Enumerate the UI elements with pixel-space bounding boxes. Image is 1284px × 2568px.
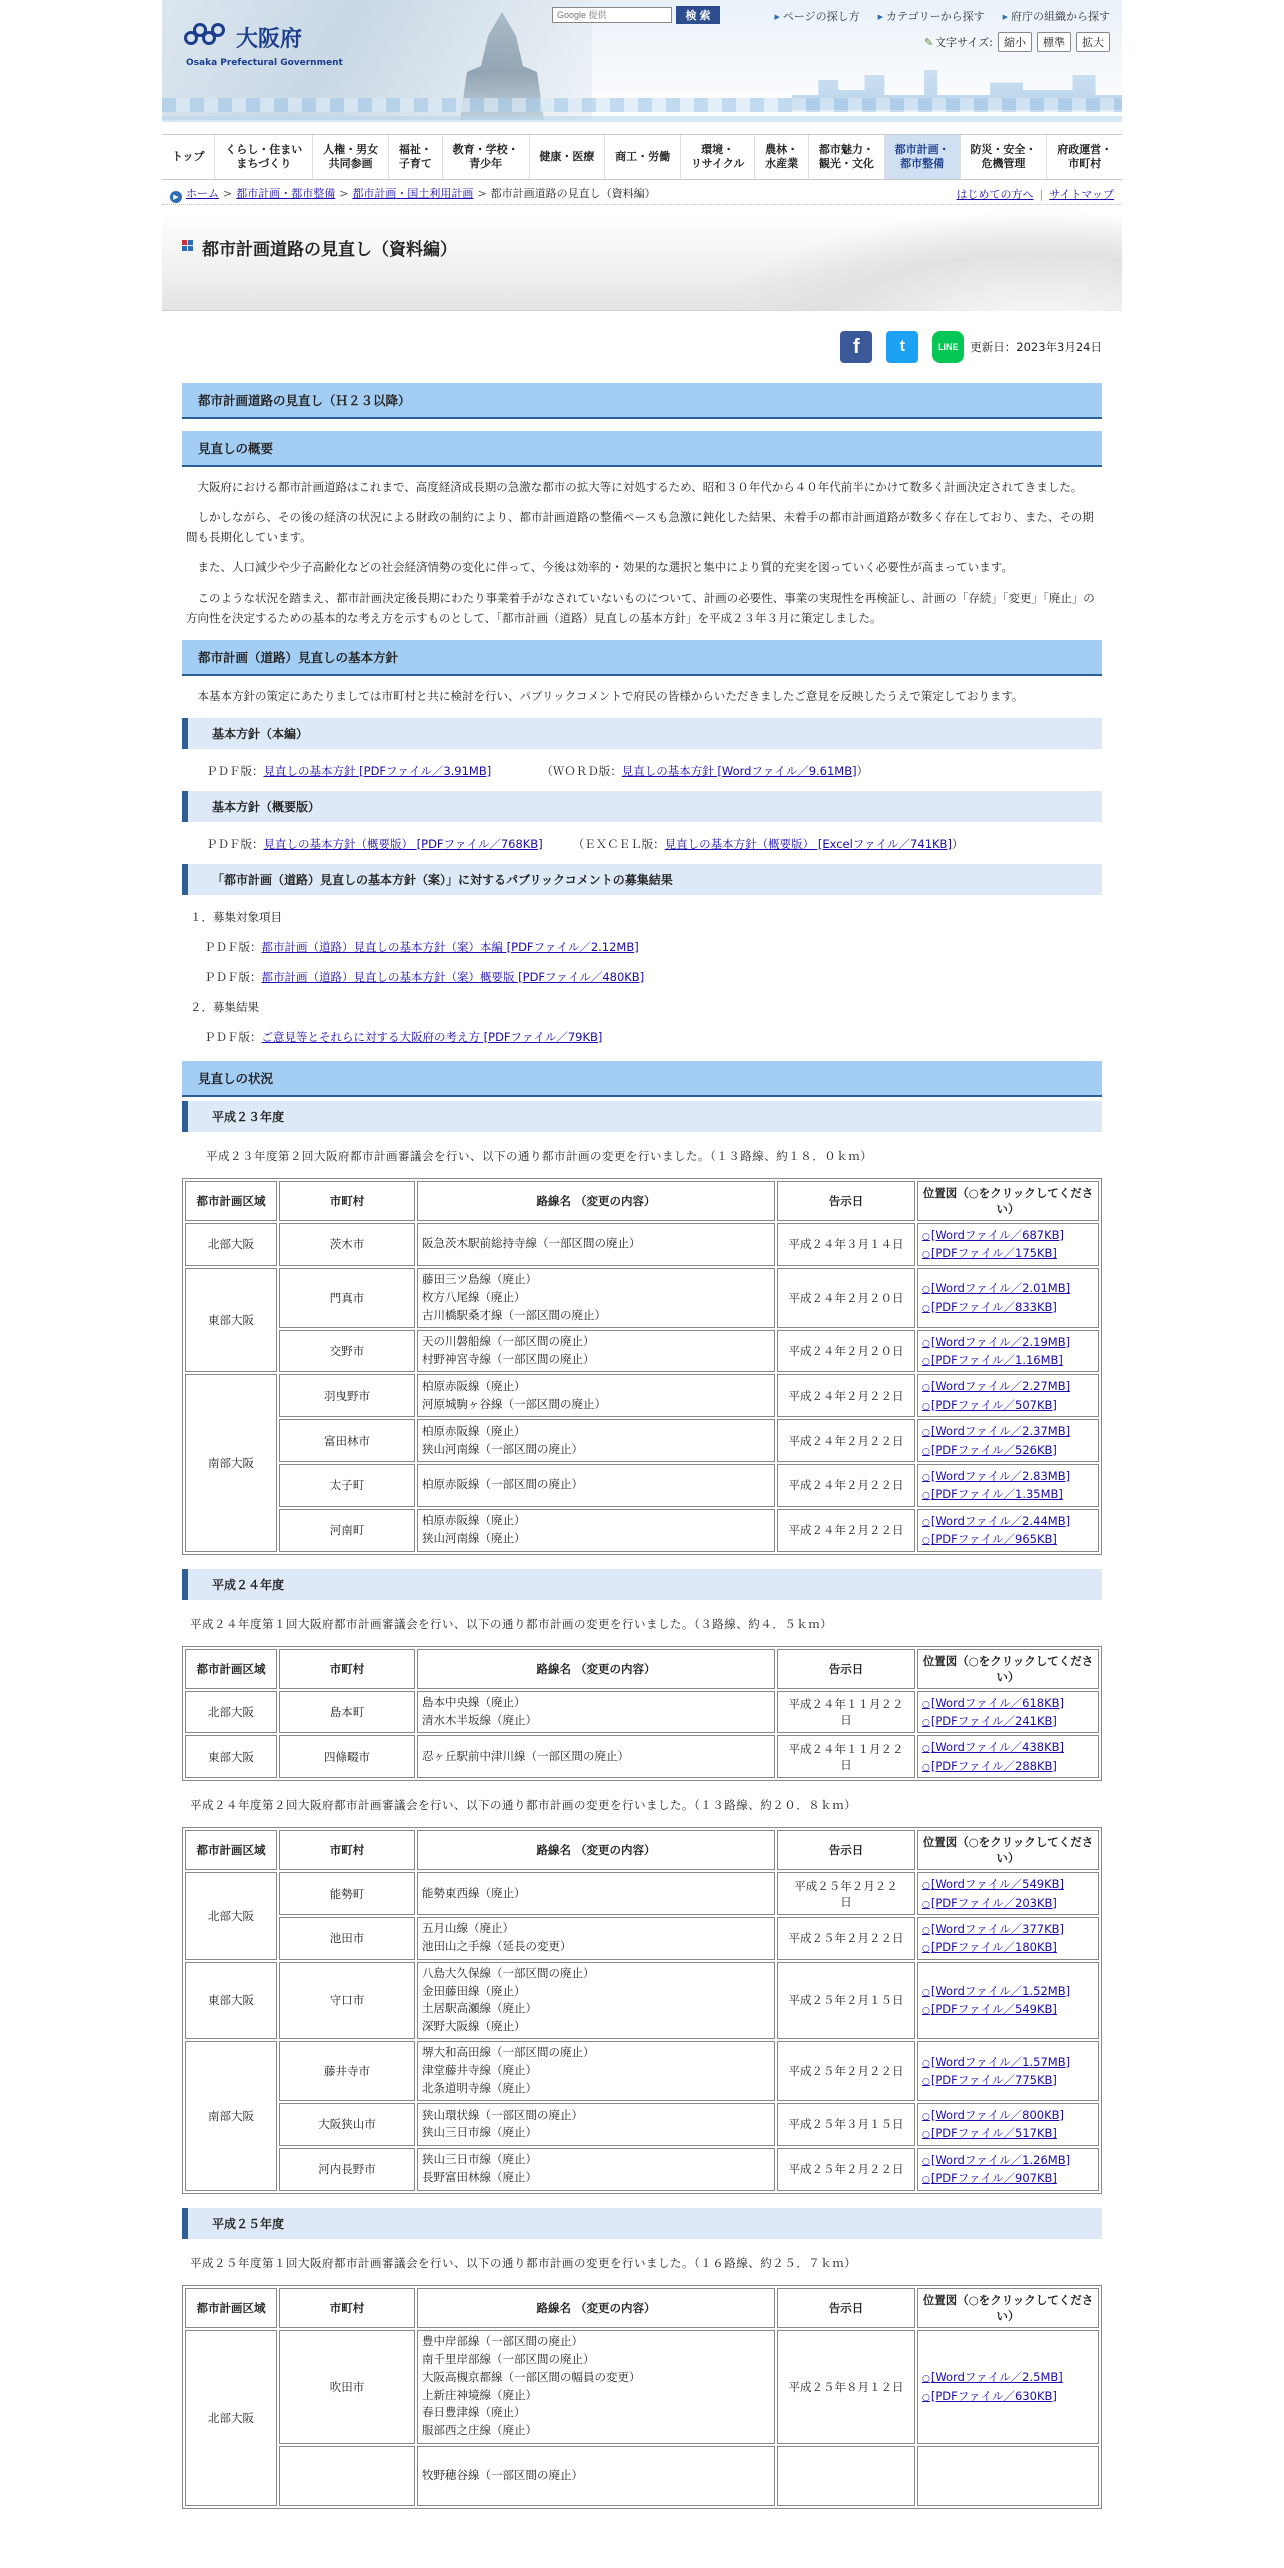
map-word-link[interactable]: ○ [Wordファイル／1.52MB]: [922, 1984, 1070, 1998]
map-pdf-link[interactable]: ○ [PDFファイル／1.35MB]: [922, 1487, 1063, 1501]
map-links-cell: [917, 1509, 1099, 1552]
route-cell: 柏原赤阪線（廃止） 狭山河南線（廃止）: [417, 1509, 775, 1552]
route-cell: 忍ヶ丘駅前中津川線（一部区間の廃止）: [417, 1735, 775, 1778]
route-cell: 柏原赤阪線（廃止） 河原城駒ヶ谷線（一部区間の廃止）: [417, 1374, 775, 1417]
city-cell: 島本町: [279, 1691, 415, 1734]
search-box: [552, 6, 720, 24]
col-area: 都市計画区域: [185, 1649, 277, 1689]
map-links-cell: [917, 1917, 1099, 1960]
table-h23: [182, 1178, 1102, 1555]
heading-status: 見直しの状況: [182, 1061, 1102, 1097]
gnav-agriculture[interactable]: 農林・ 水産業: [755, 135, 809, 179]
date-cell: 平成２４年１１月２２ 日: [777, 1691, 915, 1734]
area-cell: 北部大阪: [185, 1691, 277, 1734]
date-cell: 平成２４年２月２０日: [777, 1330, 915, 1373]
gnav-commerce[interactable]: 商工・労働: [605, 135, 681, 179]
heading-main: 都市計画道路の見直し（Ｈ２３以降）: [182, 383, 1102, 419]
route-cell: 能勢東西線（廃止）: [417, 1872, 775, 1915]
city-cell: 交野市: [279, 1330, 415, 1373]
heading-summary-doc: 基本方針（概要版）: [182, 791, 1102, 822]
public-pdf-1-link[interactable]: 都市計画（道路）見直しの基本方針（案）本編 [PDFファイル／2.12MB]: [261, 939, 639, 954]
route-cell: 狭山三日市線（廃止） 長野富田林線（廃止）: [417, 2148, 775, 2191]
intro-h25: 平成２５年度第１回大阪府都市計画審議会を行い、以下の通り都市計画の変更を行いました。（１６路線、約２５．７ｋｍ）: [190, 2255, 857, 2270]
city-cell: 茨木市: [279, 1223, 415, 1266]
link-by-organization[interactable]: ▶ 府庁の組織から探す: [1003, 8, 1110, 24]
map-pdf-link[interactable]: ○ [PDFファイル／1.16MB]: [922, 1353, 1063, 1367]
city-cell: 藤井寺市: [279, 2041, 415, 2101]
route-cell: 八島大久保線（一部区間の廃止） 金田藤田線（廃止） 土居駅高瀬線（廃止） 深野大阪線（廃止）: [417, 1962, 775, 2039]
city-cell: 吹田市: [279, 2330, 415, 2444]
date-cell: 平成２４年３月１４日: [777, 1223, 915, 1266]
logo-english: Osaka Prefectural Government: [186, 58, 343, 68]
map-word-link[interactable]: ○ [Wordファイル／438KB]: [922, 1740, 1064, 1754]
overview-paragraph-3: また、人口減少や少子高齢化などの社会経済情勢の変化に伴って、今後は効率的・効果的な選択と集中により質的充実を図っていく必要性が高まっています。: [197, 560, 1013, 575]
col-route: 路線名 （変更の内容）: [417, 1649, 775, 1689]
global-nav: [162, 134, 1122, 180]
city-cell: 河内長野市: [279, 2148, 415, 2191]
table-row: [185, 1872, 1099, 1915]
map-links-cell: [917, 1419, 1099, 1462]
public-item-2: ２．募集結果: [190, 999, 259, 1014]
top-links: [774, 8, 1110, 24]
header-wave-decoration-2: [162, 116, 1122, 122]
heading-overview: 見直しの概要: [182, 431, 1102, 467]
gnav-safety[interactable]: 防災・安全・ 危機管理: [961, 135, 1048, 179]
area-cell: 東部大阪: [185, 1962, 277, 2039]
table-row: [185, 2041, 1099, 2101]
font-size-large-button[interactable]: 拡大: [1076, 32, 1110, 52]
map-word-link[interactable]: ○ [Wordファイル／2.01MB]: [922, 1281, 1070, 1295]
route-cell: 天の川磐船線（一部区間の廃止） 村野神宮寺線（一部区間の廃止）: [417, 1330, 775, 1373]
date-cell: 平成２４年２月２２日: [777, 1464, 915, 1507]
close-paren: ）: [856, 763, 869, 778]
date-cell: 平成２４年２月２２日: [777, 1374, 915, 1417]
breadcrumb-home[interactable]: ホーム: [186, 186, 219, 200]
map-links-cell: [917, 1691, 1099, 1734]
main-content: [182, 383, 1102, 2509]
table-row: [185, 1464, 1099, 1507]
area-cell: 北部大阪: [185, 2330, 277, 2506]
col-route: 路線名 （変更の内容）: [417, 2288, 775, 2328]
summary-doc-excel-link[interactable]: 見直しの基本方針（概要版） [Excelファイル／741KB]: [664, 836, 952, 851]
close-paren: ）: [951, 836, 964, 851]
public-pdf-3-link[interactable]: ご意見等とそれらに対する大阪府の考え方 [PDFファイル／79KB]: [261, 1029, 603, 1044]
col-area: 都市計画区域: [185, 1181, 277, 1221]
map-links-cell: [917, 2103, 1099, 2146]
route-cell: 柏原赤阪線（廃止） 狭山河南線（一部区間の廃止）: [417, 1419, 775, 1462]
overview-paragraph-4: このような状況を踏まえ、都市計画決定後長期にわたり事業着手がなされていないものについて、計画の必要性、事業の実現性を再検証し、計画の「存続」「変更」「廃止」の方向性を決定するための基本的な考え方を示すものとして、「都市計画（道路）見直しの基本方針」を平成２３年３月に策定しました。: [186, 590, 1095, 625]
pdf-label: ＰＤＦ版：: [206, 763, 264, 778]
search-input[interactable]: [552, 7, 672, 23]
overview-paragraph-1: 大阪府における都市計画道路はこれまで、高度経済成長期の急激な都市の拡大等に対処するため、昭和３０年代から４０年代前半にかけて数多く計画決定されてきました。: [197, 480, 1083, 494]
share-bar: [162, 331, 1102, 363]
route-cell: 島本中央線（廃止） 清水木半坂線（廃止）: [417, 1691, 775, 1734]
map-pdf-link[interactable]: ○ [PDFファイル／833KB]: [922, 1300, 1057, 1314]
table-row: [185, 2103, 1099, 2146]
map-pdf-link[interactable]: ○ [PDFファイル／526KB]: [922, 1443, 1057, 1457]
route-cell: 五月山線（廃止） 池田山之手線（延長の変更）: [417, 1917, 775, 1960]
pdf-label: ＰＤＦ版：: [204, 1029, 262, 1044]
city-cell: 守口市: [279, 1962, 415, 2039]
area-cell: 北部大阪: [185, 1223, 277, 1266]
map-links-cell: [917, 1872, 1099, 1915]
overview-paragraph-2: しかしながら、その後の経済の状況による財政の制約により、都市計画道路の整備ペースも急激に鈍化した結果、未着手の都市計画道路が数多く存在しており、また、その期間も長期化しています。: [186, 510, 1094, 545]
table-row: [185, 1419, 1099, 1462]
date-cell: 平成２４年２月２２日: [777, 1509, 915, 1552]
table-h24a: [182, 1646, 1102, 1782]
col-route: 路線名 （変更の内容）: [417, 1181, 775, 1221]
map-pdf-link[interactable]: ○ [PDFファイル／180KB]: [922, 1940, 1057, 1954]
table-h24b: [182, 1827, 1102, 2193]
map-links-cell: [917, 1374, 1099, 1417]
site-header: [162, 0, 1122, 130]
public-pdf-2: [204, 969, 1102, 985]
word-label: （ＷＯＲＤ版：: [541, 763, 622, 778]
main-doc-word-link[interactable]: 見直しの基本方針 [Wordファイル／9.61MB]: [621, 763, 857, 778]
table-h25: [182, 2285, 1102, 2509]
route-cell: 狭山環状線（一部区間の廃止） 狭山三日市線（廃止）: [417, 2103, 775, 2146]
policy-paragraph: 本基本方針の策定にあたりましては市町村と共に検討を行い、パブリックコメントで府民の皆様からいただきましたご意見を反映したうえで策定しております。: [197, 688, 1024, 703]
col-route: 路線名 （変更の内容）: [417, 1830, 775, 1870]
table-row: [185, 1917, 1099, 1960]
route-cell: 堺大和高田線（一部区間の廃止） 津堂藤井寺線（廃止） 北条道明寺線（廃止）: [417, 2041, 775, 2101]
date-cell: 平成２５年２月２２日: [777, 1917, 915, 1960]
breadcrumb-current: 都市計画道路の見直し（資料編）: [490, 186, 656, 200]
updated-date: 更新日：2023年3月24日: [970, 340, 1102, 354]
map-pdf-link[interactable]: ○ [PDFファイル／203KB]: [922, 1896, 1057, 1910]
summary-doc-pdf-link[interactable]: 見直しの基本方針（概要版） [PDFファイル／768KB]: [263, 836, 543, 851]
map-pdf-link[interactable]: ○ [PDFファイル／288KB]: [922, 1759, 1057, 1773]
date-cell: 平成２５年８月１２日: [777, 2330, 915, 2444]
col-map: 位置図（○をクリックしてください）: [917, 2288, 1099, 2328]
sitemap-link[interactable]: サイトマップ: [1049, 187, 1114, 201]
map-word-link[interactable]: ○ [Wordファイル／377KB]: [922, 1922, 1064, 1936]
map-links-cell: [917, 2330, 1099, 2444]
map-pdf-link[interactable]: ○ [PDFファイル／549KB]: [922, 2002, 1057, 2016]
area-cell: 北部大阪: [185, 1872, 277, 1960]
gnav-top[interactable]: トップ: [162, 135, 215, 179]
gnav-environment[interactable]: 環境・ リサイクル: [681, 135, 755, 179]
main-doc-pdf-link[interactable]: 見直しの基本方針 [PDFファイル／3.91MB]: [263, 763, 492, 778]
table-header-row: [185, 2288, 1099, 2328]
map-links-cell: [917, 1268, 1099, 1328]
twitter-share-icon[interactable]: t: [886, 331, 918, 363]
city-cell: [279, 2446, 415, 2506]
search-button[interactable]: 検 索: [676, 6, 720, 24]
heading-h23: 平成２３年度: [182, 1101, 1102, 1132]
map-pdf-link[interactable]: ○ [PDFファイル／517KB]: [922, 2126, 1057, 2140]
table-row: [185, 2446, 1099, 2506]
title-area: [162, 211, 1122, 311]
public-pdf-1: [204, 939, 1102, 955]
map-pdf-link[interactable]: ○ [PDFファイル／241KB]: [922, 1714, 1057, 1728]
header-wave-decoration: [162, 98, 1122, 112]
home-arrow-icon: ▶: [170, 191, 182, 203]
date-cell: [777, 2446, 915, 2506]
gnav-welfare[interactable]: 福祉・ 子育て: [389, 135, 443, 179]
col-city: 市町村: [279, 2288, 415, 2328]
table-row: [185, 1735, 1099, 1778]
intro-h23: 平成２３年度第２回大阪府都市計画審議会を行い、以下の通り都市計画の変更を行いました。（１３路線、約１８．０ｋｍ）: [206, 1148, 873, 1163]
map-word-link[interactable]: ○ [Wordファイル／2.44MB]: [922, 1514, 1070, 1528]
font-size-normal-button[interactable]: 標準: [1037, 32, 1071, 52]
city-cell: 大阪狭山市: [279, 2103, 415, 2146]
col-map: 位置図（○をクリックしてください）: [917, 1181, 1099, 1221]
col-date: 告示日: [777, 1830, 915, 1870]
map-word-link[interactable]: ○ [Wordファイル／687KB]: [922, 1228, 1064, 1242]
col-city: 市町村: [279, 1830, 415, 1870]
map-word-link[interactable]: ○ [Wordファイル／549KB]: [922, 1877, 1064, 1891]
heading-h24: 平成２４年度: [182, 1569, 1102, 1600]
city-cell: 能勢町: [279, 1872, 415, 1915]
table-row: [185, 1509, 1099, 1552]
public-pdf-3: [204, 1029, 1102, 1045]
city-cell: 太子町: [279, 1464, 415, 1507]
col-map: 位置図（○をクリックしてください）: [917, 1830, 1099, 1870]
summary-doc-links: [206, 836, 1102, 852]
city-cell: 門真市: [279, 1268, 415, 1328]
gnav-human-rights[interactable]: 人権・男女 共同参画: [313, 135, 389, 179]
map-links-cell: [917, 1330, 1099, 1373]
city-cell: 池田市: [279, 1917, 415, 1960]
pdf-label: ＰＤＦ版：: [206, 836, 264, 851]
facebook-share-icon[interactable]: f: [840, 331, 872, 363]
public-pdf-2-link[interactable]: 都市計画（道路）見直しの基本方針（案）概要版 [PDFファイル／480KB]: [261, 969, 645, 984]
map-word-link[interactable]: ○ [Wordファイル／2.19MB]: [922, 1335, 1070, 1349]
site-logo[interactable]: [184, 22, 302, 53]
pdf-label: ＰＤＦ版：: [204, 939, 262, 954]
map-pdf-link[interactable]: ○ [PDFファイル／630KB]: [922, 2389, 1057, 2403]
table-header-row: [185, 1181, 1099, 1221]
col-date: 告示日: [777, 2288, 915, 2328]
date-cell: 平成２５年２月２２日: [777, 2148, 915, 2191]
map-word-link[interactable]: ○ [Wordファイル／1.57MB]: [922, 2055, 1070, 2069]
table-header-row: [185, 1649, 1099, 1689]
table-row: [185, 1374, 1099, 1417]
title-decoration: [702, 211, 1122, 311]
map-pdf-link[interactable]: ○ [PDFファイル／175KB]: [922, 1246, 1057, 1260]
city-cell: 富田林市: [279, 1419, 415, 1462]
table-row: [185, 1330, 1099, 1373]
table-row: [185, 1223, 1099, 1266]
main-doc-links: [206, 763, 1102, 779]
col-area: 都市計画区域: [185, 2288, 277, 2328]
link-how-to-find[interactable]: ▶ ページの探し方: [774, 8, 859, 24]
date-cell: 平成２５年２月２２日: [777, 2041, 915, 2101]
pdf-label: ＰＤＦ版：: [204, 969, 262, 984]
public-item-1: １．募集対象項目: [190, 909, 282, 924]
font-size-small-button[interactable]: 縮小: [998, 32, 1032, 52]
col-city: 市町村: [279, 1181, 415, 1221]
col-city: 市町村: [279, 1649, 415, 1689]
logo-title: 大阪府: [236, 26, 303, 52]
table-row: [185, 2330, 1099, 2444]
map-links-cell: [917, 1962, 1099, 2039]
area-cell: 東部大阪: [185, 1268, 277, 1373]
table-row: [185, 1268, 1099, 1328]
breadcrumb-urban[interactable]: 都市計画・都市整備: [236, 186, 336, 200]
map-word-link[interactable]: ○ [Wordファイル／2.37MB]: [922, 1424, 1070, 1438]
gnav-living[interactable]: くらし・住まい まちづくり: [215, 135, 313, 179]
map-pdf-link[interactable]: ○ [PDFファイル／907KB]: [922, 2171, 1057, 2185]
excel-label: （ＥＸＣＥＬ版：: [572, 836, 665, 851]
page-title: 都市計画道路の見直し（資料編）: [202, 240, 457, 260]
link-by-category[interactable]: ▶ カテゴリーから探す: [878, 8, 985, 24]
map-word-link[interactable]: ○ [Wordファイル／2.83MB]: [922, 1469, 1070, 1483]
breadcrumb-planning[interactable]: 都市計画・国土利用計画: [352, 186, 474, 200]
map-word-link[interactable]: ○ [Wordファイル／1.26MB]: [922, 2153, 1070, 2167]
map-links-cell: [917, 2148, 1099, 2191]
route-cell: 牧野穂谷線（一部区間の廃止）: [417, 2446, 775, 2506]
date-cell: 平成２４年１１月２２ 日: [777, 1735, 915, 1778]
heading-main-doc: 基本方針（本編）: [182, 718, 1102, 749]
map-word-link[interactable]: ○ [Wordファイル／2.27MB]: [922, 1379, 1070, 1393]
heading-h25: 平成２５年度: [182, 2208, 1102, 2239]
line-share-icon[interactable]: LINE: [932, 331, 964, 363]
col-area: 都市計画区域: [185, 1830, 277, 1870]
area-cell: 東部大阪: [185, 1735, 277, 1778]
table-row: [185, 1691, 1099, 1734]
map-word-link[interactable]: ○ [Wordファイル／2.5MB]: [922, 2370, 1063, 2384]
col-map: 位置図（○をクリックしてください）: [917, 1649, 1099, 1689]
table-row: [185, 2148, 1099, 2191]
city-cell: 羽曳野市: [279, 1374, 415, 1417]
gnav-urban-planning[interactable]: 都市計画・ 都市整備: [885, 135, 961, 179]
date-cell: 平成２５年２月１５日: [777, 1962, 915, 2039]
map-links-cell: [917, 2041, 1099, 2101]
gnav-administration[interactable]: 府政運営・ 市町村: [1057, 142, 1113, 170]
route-cell: 藤田三ツ島線（廃止） 枚方八尾線（廃止） 古川橋駅桑才線（一部区間の廃止）: [417, 1268, 775, 1328]
map-pdf-link[interactable]: ○ [PDFファイル／775KB]: [922, 2073, 1057, 2087]
city-cell: 河南町: [279, 1509, 415, 1552]
date-cell: 平成２４年２月２２日: [777, 1419, 915, 1462]
map-links-cell: [917, 1464, 1099, 1507]
intro-h24a: 平成２４年度第１回大阪府都市計画審議会を行い、以下の通り都市計画の変更を行いました。（３路線、約４．５ｋｍ）: [190, 1616, 833, 1631]
route-cell: 阪急茨木駅前総持寺線（一部区間の廃止）: [417, 1223, 775, 1266]
map-links-cell: [917, 2446, 1099, 2506]
font-size-control: [924, 32, 1110, 52]
first-visit-link[interactable]: はじめての方へ: [956, 187, 1034, 201]
route-cell: 豊中岸部線（一部区間の廃止） 南千里岸部線（一部区間の廃止） 大阪高槻京都線（一部区間の幅員の変更） 上新庄神境線（廃止） 春日豊津線（廃止） 服部西之庄線（廃止）: [417, 2330, 775, 2444]
gnav-education[interactable]: 教育・学校・ 青少年: [443, 135, 530, 179]
title-squares-icon: [182, 240, 194, 252]
map-word-link[interactable]: ○ [Wordファイル／800KB]: [922, 2108, 1064, 2122]
date-cell: 平成２５年２月２２ 日: [777, 1872, 915, 1915]
city-cell: 四條畷市: [279, 1735, 415, 1778]
date-cell: 平成２５年３月１５日: [777, 2103, 915, 2146]
intro-h24b: 平成２４年度第２回大阪府都市計画審議会を行い、以下の通り都市計画の変更を行いました。（１３路線、約２０．８ｋｍ）: [190, 1798, 857, 1813]
col-date: 告示日: [777, 1181, 915, 1221]
area-cell: 南部大阪: [185, 1374, 277, 1551]
map-pdf-link[interactable]: ○ [PDFファイル／507KB]: [922, 1398, 1057, 1412]
map-word-link[interactable]: ○ [Wordファイル／618KB]: [922, 1696, 1064, 1710]
font-size-label: ✎ 文字サイズ:: [924, 34, 993, 50]
gnav-tourism[interactable]: 都市魅力・ 観光・文化: [809, 135, 885, 179]
table-row: [185, 1962, 1099, 2039]
col-date: 告示日: [777, 1649, 915, 1689]
gnav-health[interactable]: 健康・医療: [530, 135, 606, 179]
table-header-row: [185, 1830, 1099, 1870]
breadcrumb: ▶ ホーム > 都市計画・都市整備 > 都市計画・国土利用計画 > 都市計画道路の見直し（資料編） はじめての方へ | サイトマップ: [162, 183, 1122, 205]
heading-public-comment: 「都市計画（道路）見直しの基本方針（案）」に対するパブリックコメントの募集結果: [182, 864, 1102, 895]
map-links-cell: [917, 1223, 1099, 1266]
heading-policy: 都市計画（道路）見直しの基本方針: [182, 640, 1102, 676]
osaka-logo-icon: [184, 23, 232, 53]
map-links-cell: [917, 1735, 1099, 1778]
date-cell: 平成２４年２月２０日: [777, 1268, 915, 1328]
route-cell: 柏原赤阪線（一部区間の廃止）: [417, 1464, 775, 1507]
map-pdf-link[interactable]: ○ [PDFファイル／965KB]: [922, 1532, 1057, 1546]
area-cell: 南部大阪: [185, 2041, 277, 2191]
